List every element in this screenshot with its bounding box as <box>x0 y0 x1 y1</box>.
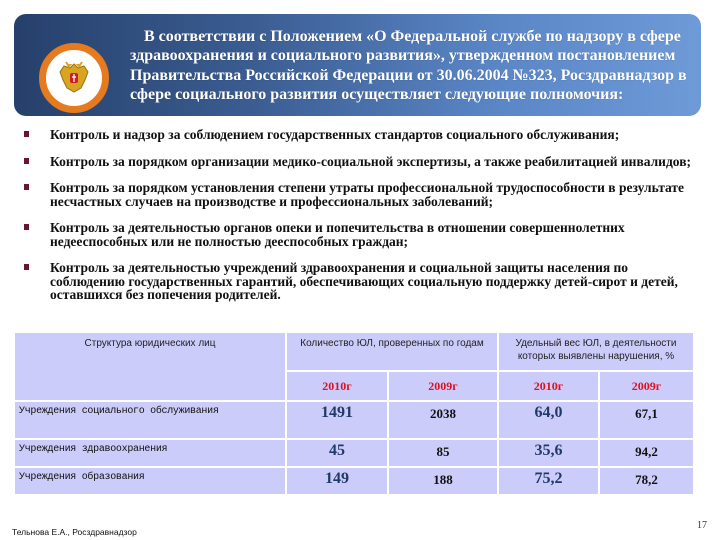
table-row <box>15 402 693 438</box>
count-2010: 149 <box>287 468 387 494</box>
year-header: 2009г <box>600 372 693 400</box>
list-item <box>0 261 720 302</box>
bullet-text: Контроль за порядком установления степени утраты профессиональной трудоспособности в результате несчастных случаев на производстве и профессиональных заболеваний; <box>50 180 685 209</box>
bullet-text: Контроль за деятельностью органов опеки и попечительства в отношении совершеннолетних недееспособных или не полностью дееспособных граждан; <box>50 220 625 249</box>
row-label: Учреждения здравоохранения <box>15 440 285 466</box>
count-2010: 45 <box>287 440 387 466</box>
share-2010: 35,6 <box>499 440 598 466</box>
count-2009: 188 <box>389 468 497 494</box>
share-2009: 67,1 <box>600 402 693 438</box>
share-2010: 64,0 <box>499 402 598 438</box>
row-label: Учреждения образования <box>15 468 285 494</box>
list-item <box>0 155 720 169</box>
table-row <box>15 468 693 494</box>
share-2010: 75,2 <box>499 468 598 494</box>
list-item <box>0 128 720 142</box>
bullet-text: Контроль и надзор за соблюдением государственных стандартов социального обслуживания; <box>50 127 620 142</box>
count-2009: 85 <box>389 440 497 466</box>
header-share: Удельный вес ЮЛ, в деятельности которых выявлены нарушения, % <box>499 333 693 370</box>
banner-text: В соответствии с Положением «О Федеральной службе по надзору в сфере здравоохранения и социального развития», утвержденном постановлением Правительства Российской Федерации от 30.06.2004 №323, Росздравнадзор в сфере социального развития осуществляет следующие полномочия: <box>130 28 687 104</box>
bullet-square-icon <box>24 184 29 190</box>
row-label: Учреждения социального обслуживания <box>15 402 285 438</box>
header-banner <box>14 14 701 116</box>
year-header: 2010г <box>499 372 598 400</box>
share-2009: 94,2 <box>600 440 693 466</box>
header-structure: Структура юридических лиц <box>15 333 285 400</box>
year-header: 2010г <box>287 372 387 400</box>
list-item <box>0 221 720 248</box>
count-2009: 2038 <box>389 402 497 438</box>
year-header: 2009г <box>389 372 497 400</box>
count-2010: 1491 <box>287 402 387 438</box>
footer-author: Тельнова Е.А., Росздравнадзор <box>12 527 137 537</box>
bullet-square-icon <box>24 131 29 137</box>
list-item <box>0 181 720 208</box>
bullet-square-icon <box>24 158 29 164</box>
bullet-list <box>0 128 720 315</box>
bullet-text: Контроль за порядком организации медико-социальной экспертизы, а также реабилитацией инвалидов; <box>50 153 691 169</box>
header-count: Количество ЮЛ, проверенных по годам <box>287 333 497 370</box>
russian-coat-of-arms-icon <box>54 58 94 98</box>
share-2009: 78,2 <box>600 468 693 494</box>
table-row <box>15 440 693 466</box>
bullet-square-icon <box>24 264 29 270</box>
bullet-text: Контроль за деятельностью учреждений здравоохранения и социальной защиты населения по соблюдению государственных гарантий, обеспечивающих социальную поддержку детей-сирот и детей, оставшихся без попечения родителей. <box>50 260 678 302</box>
inspection-stats-table <box>13 331 695 496</box>
bullet-square-icon <box>24 224 29 230</box>
page-number: 17 <box>697 520 707 531</box>
emblem-badge <box>39 43 109 113</box>
